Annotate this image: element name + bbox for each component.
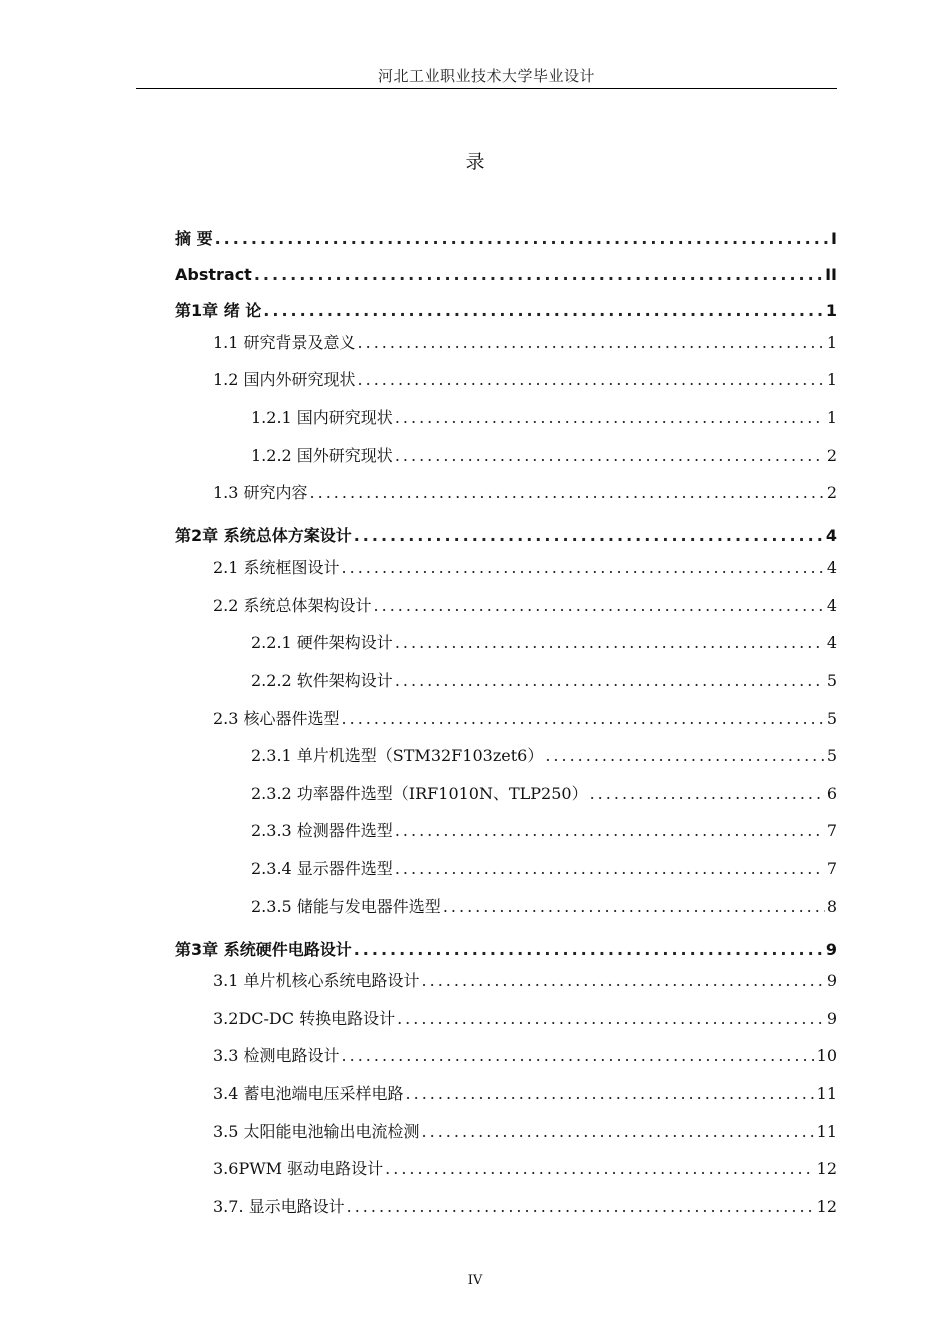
toc-entry-label: 第3章 系统硬件电路设计 [175, 940, 352, 959]
leader-dots [395, 857, 825, 881]
leader-dots [358, 368, 825, 392]
toc-entry-section-3-4[interactable] [213, 1082, 837, 1106]
toc-entry-section-3-5[interactable] [213, 1120, 837, 1144]
toc-entry-label: 2.2 系统总体架构设计 [213, 596, 372, 615]
toc-entry-page: 2 [826, 483, 837, 502]
toc-entry-section-1-1[interactable] [213, 331, 837, 355]
header-title: 河北工业职业技术大学毕业设计 [377, 67, 595, 85]
toc-entry-label: 2.3 核心器件选型 [213, 709, 340, 728]
toc-entry-page: 12 [816, 1159, 837, 1178]
leader-dots [215, 227, 829, 251]
toc-entry-page: 1 [826, 370, 837, 389]
toc-entry-page: 6 [826, 784, 837, 803]
page-number: IV [467, 1273, 483, 1288]
leader-dots [406, 1082, 815, 1106]
toc-entry-section-1-2[interactable] [213, 368, 837, 392]
toc-entry-label: 3.5 太阳能电池输出电流检测 [213, 1122, 420, 1141]
toc-entry-page: 7 [826, 859, 837, 878]
toc-entry-section-2-3-1[interactable] [251, 744, 837, 768]
leader-dots [342, 556, 825, 580]
toc-entry-page: 2 [826, 446, 837, 465]
toc-entry-section-2-3-3[interactable] [251, 819, 837, 843]
toc-entry-label: 2.3.2 功率器件选型（IRF1010N、TLP250） [251, 784, 588, 803]
toc-entry-page: 12 [816, 1197, 837, 1216]
toc-entry-section-3-3[interactable] [213, 1044, 837, 1068]
toc-entry-label: 3.4 蓄电池端电压采样电路 [213, 1084, 404, 1103]
leader-dots [395, 406, 825, 430]
leader-dots [358, 331, 825, 355]
leader-dots [354, 938, 824, 962]
toc-entry-section-2-3[interactable] [213, 707, 837, 731]
toc-entry-section-2-2-2[interactable] [251, 669, 837, 693]
toc-entry-label: 1.1 研究背景及意义 [213, 333, 356, 352]
toc-entry-label: 2.2.2 软件架构设计 [251, 671, 393, 690]
toc-entry-label: 摘 要 [175, 229, 213, 248]
toc-entry-label: 3.3 检测电路设计 [213, 1046, 340, 1065]
toc-entry-page: 4 [826, 633, 837, 652]
toc-entry-abstract-en[interactable] [175, 263, 837, 287]
leader-dots [385, 1157, 815, 1181]
toc-entry-page: 7 [826, 821, 837, 840]
toc-entry-section-2-2-1[interactable] [251, 631, 837, 655]
toc-entry-page: 9 [826, 1009, 837, 1028]
toc-entry-section-2-3-2[interactable] [251, 782, 837, 806]
toc-entry-section-1-2-1[interactable] [251, 406, 837, 430]
toc-entry-label: Abstract [175, 265, 252, 284]
leader-dots [395, 669, 825, 693]
toc-entry-page: 4 [826, 596, 837, 615]
toc-title: 录 [465, 151, 485, 173]
toc-entry-page: 4 [825, 526, 837, 545]
toc-entry-page: II [825, 265, 837, 284]
leader-dots [354, 524, 824, 548]
toc-entry-label: 3.7. 显示电路设计 [213, 1197, 345, 1216]
toc-entry-section-3-7[interactable] [213, 1195, 837, 1219]
toc-entry-page: 4 [826, 558, 837, 577]
leader-dots [254, 263, 823, 287]
leader-dots [310, 481, 825, 505]
toc-entry-page: 9 [825, 940, 837, 959]
toc-entry-section-1-2-2[interactable] [251, 444, 837, 468]
leader-dots [347, 1195, 815, 1219]
leader-dots [422, 969, 825, 993]
toc-entry-page: 11 [816, 1084, 837, 1103]
toc-entry-page: 8 [826, 897, 837, 916]
leader-dots [342, 707, 825, 731]
leader-dots [342, 1044, 815, 1068]
toc-entry-label: 3.6PWM 驱动电路设计 [213, 1159, 384, 1178]
leader-dots [263, 299, 824, 323]
toc-entry-chapter-2[interactable] [175, 524, 837, 548]
toc-entry-label: 2.3.3 检测器件选型 [251, 821, 393, 840]
toc-entry-label: 2.3.1 单片机选型（STM32F103zet6） [251, 746, 544, 765]
toc-entry-page: 1 [826, 333, 837, 352]
toc-entry-page: 5 [826, 671, 837, 690]
toc-entry-label: 1.2.2 国外研究现状 [251, 446, 393, 465]
toc-entry-chapter-1[interactable] [175, 299, 837, 323]
leader-dots [395, 444, 825, 468]
toc-entry-label: 2.3.4 显示器件选型 [251, 859, 393, 878]
toc-entry-section-2-3-4[interactable] [251, 857, 837, 881]
toc-entry-section-1-3[interactable] [213, 481, 837, 505]
toc-entry-page: 5 [826, 709, 837, 728]
leader-dots [395, 631, 825, 655]
leader-dots [590, 782, 825, 806]
toc-entry-label: 3.2DC-DC 转换电路设计 [213, 1009, 396, 1028]
toc-entry-label: 第1章 绪 论 [175, 301, 262, 320]
toc-entry-label: 1.3 研究内容 [213, 483, 308, 502]
toc-entry-page: 11 [816, 1122, 837, 1141]
leader-dots [443, 895, 825, 919]
toc-entry-section-2-2[interactable] [213, 594, 837, 618]
toc-entry-section-3-1[interactable] [213, 969, 837, 993]
leader-dots [397, 1007, 825, 1031]
toc-entry-page: 5 [826, 746, 837, 765]
toc-entry-label: 1.2.1 国内研究现状 [251, 408, 393, 427]
toc-entry-section-2-1[interactable] [213, 556, 837, 580]
toc-entry-abstract-cn[interactable] [175, 227, 837, 251]
toc-entry-chapter-3[interactable] [175, 938, 837, 962]
toc-entry-section-3-6[interactable] [213, 1157, 837, 1181]
toc-entry-page: 9 [826, 971, 837, 990]
leader-dots [545, 744, 824, 768]
leader-dots [395, 819, 825, 843]
toc-entry-label: 1.2 国内外研究现状 [213, 370, 356, 389]
toc-entry-page: 1 [826, 408, 837, 427]
toc-entry-label: 2.1 系统框图设计 [213, 558, 340, 577]
toc-entry-label: 3.1 单片机核心系统电路设计 [213, 971, 420, 990]
toc-entry-page: 10 [816, 1046, 837, 1065]
toc-entry-page: I [831, 229, 837, 248]
leader-dots [374, 594, 825, 618]
toc-entry-section-2-3-5[interactable] [251, 895, 837, 919]
toc-entry-label: 第2章 系统总体方案设计 [175, 526, 352, 545]
toc-entry-label: 2.3.5 储能与发电器件选型 [251, 897, 441, 916]
toc-entry-page: 1 [825, 301, 837, 320]
toc-entry-section-3-2[interactable] [213, 1007, 837, 1031]
toc-entry-label: 2.2.1 硬件架构设计 [251, 633, 393, 652]
leader-dots [422, 1120, 815, 1144]
